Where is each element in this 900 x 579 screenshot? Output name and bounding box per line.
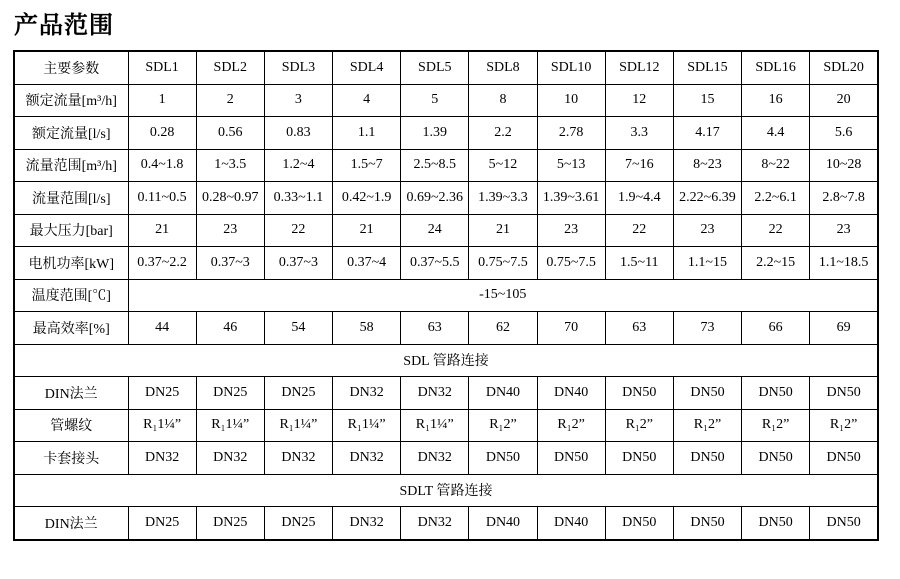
table-cell: 2.2~6.1	[742, 182, 810, 215]
table-cell: 0.33~1.1	[264, 182, 332, 215]
table-cell: DN25	[128, 507, 196, 540]
table-cell: DN50	[605, 442, 673, 475]
table-cell: DN32	[333, 442, 401, 475]
table-cell: DN50	[742, 442, 810, 475]
table-cell: R₁1¼”	[264, 409, 332, 442]
table-cell: 0.37~3	[196, 247, 264, 280]
table-row	[14, 279, 878, 312]
table-cell: 23	[196, 214, 264, 247]
table-cell: 0.28~0.97	[196, 182, 264, 215]
spanned-value-cell: -15~105	[128, 279, 878, 312]
model-column-header: SDL12	[605, 51, 673, 84]
table-cell: R₁2”	[742, 409, 810, 442]
row-label: 额定流量[m³/h]	[14, 84, 128, 117]
table-row	[14, 117, 878, 150]
table-cell: DN50	[469, 442, 537, 475]
table-cell: 21	[333, 214, 401, 247]
table-cell: 58	[333, 312, 401, 345]
row-label: 流量范围[m³/h]	[14, 149, 128, 182]
table-cell: DN50	[810, 442, 878, 475]
spec-table-head	[14, 51, 878, 84]
table-cell: DN32	[401, 507, 469, 540]
section-header: SDLT 管路连接	[14, 474, 878, 507]
table-cell: 46	[196, 312, 264, 345]
table-cell: DN32	[333, 377, 401, 410]
table-row	[14, 409, 878, 442]
table-cell: DN32	[333, 507, 401, 540]
model-column-header: SDL8	[469, 51, 537, 84]
table-cell: 3.3	[605, 117, 673, 150]
row-label: 温度范围[℃]	[14, 279, 128, 312]
table-cell: 54	[264, 312, 332, 345]
table-cell: 63	[401, 312, 469, 345]
table-cell: R₁2”	[537, 409, 605, 442]
table-cell: 5~13	[537, 149, 605, 182]
table-cell: R₁2”	[469, 409, 537, 442]
row-label: 管螺纹	[14, 409, 128, 442]
table-cell: R₁1¼”	[196, 409, 264, 442]
table-cell: 2.5~8.5	[401, 149, 469, 182]
table-cell: 1.1~18.5	[810, 247, 878, 280]
table-row	[14, 344, 878, 377]
table-cell: 0.42~1.9	[333, 182, 401, 215]
table-cell: 0.83	[264, 117, 332, 150]
table-cell: 1.1~15	[673, 247, 741, 280]
table-cell: DN40	[537, 507, 605, 540]
table-cell: 4	[333, 84, 401, 117]
table-cell: 8	[469, 84, 537, 117]
model-column-header: SDL2	[196, 51, 264, 84]
table-cell: 0.69~2.36	[401, 182, 469, 215]
table-cell: 1.39	[401, 117, 469, 150]
table-row	[14, 247, 878, 280]
table-cell: 22	[742, 214, 810, 247]
model-column-header: SDL3	[264, 51, 332, 84]
table-cell: R₁2”	[605, 409, 673, 442]
table-cell: 0.56	[196, 117, 264, 150]
row-label: 卡套接头	[14, 442, 128, 475]
table-cell: 15	[673, 84, 741, 117]
model-column-header: SDL20	[810, 51, 878, 84]
row-label: 额定流量[l/s]	[14, 117, 128, 150]
table-cell: DN40	[537, 377, 605, 410]
model-column-header: SDL4	[333, 51, 401, 84]
section-header: SDL 管路连接	[14, 344, 878, 377]
table-cell: 0.75~7.5	[469, 247, 537, 280]
table-cell: 69	[810, 312, 878, 345]
table-cell: 0.37~3	[264, 247, 332, 280]
table-cell: 23	[537, 214, 605, 247]
table-row	[14, 507, 878, 540]
table-cell: DN50	[810, 377, 878, 410]
table-cell: 0.37~4	[333, 247, 401, 280]
table-cell: 5	[401, 84, 469, 117]
row-label: 最高效率[%]	[14, 312, 128, 345]
table-cell: 4.4	[742, 117, 810, 150]
table-cell: 23	[673, 214, 741, 247]
table-row	[14, 377, 878, 410]
table-cell: 10~28	[810, 149, 878, 182]
table-cell: DN50	[673, 507, 741, 540]
table-cell: 1.2~4	[264, 149, 332, 182]
table-cell: 0.37~2.2	[128, 247, 196, 280]
table-row	[14, 312, 878, 345]
table-cell: 20	[810, 84, 878, 117]
table-cell: 1.1	[333, 117, 401, 150]
row-label: DIN法兰	[14, 507, 128, 540]
table-row	[14, 182, 878, 215]
table-cell: 24	[401, 214, 469, 247]
table-cell: 73	[673, 312, 741, 345]
table-cell: DN50	[673, 442, 741, 475]
table-cell: 3	[264, 84, 332, 117]
table-cell: 0.4~1.8	[128, 149, 196, 182]
table-cell: 4.17	[673, 117, 741, 150]
table-row	[14, 149, 878, 182]
table-cell: 1.9~4.4	[605, 182, 673, 215]
table-cell: 1~3.5	[196, 149, 264, 182]
table-cell: DN50	[742, 377, 810, 410]
table-cell: DN32	[196, 442, 264, 475]
table-cell: 8~23	[673, 149, 741, 182]
table-cell: 7~16	[605, 149, 673, 182]
table-cell: 22	[605, 214, 673, 247]
table-cell: DN25	[128, 377, 196, 410]
table-cell: R₁2”	[810, 409, 878, 442]
table-cell: DN50	[810, 507, 878, 540]
row-label: 最大压力[bar]	[14, 214, 128, 247]
table-cell: DN25	[196, 507, 264, 540]
param-column-header: 主要参数	[14, 51, 128, 84]
table-cell: 21	[128, 214, 196, 247]
table-cell: 1	[128, 84, 196, 117]
table-cell: 8~22	[742, 149, 810, 182]
table-row	[14, 214, 878, 247]
table-cell: DN32	[401, 377, 469, 410]
header-row	[14, 51, 878, 84]
table-cell: 2.2	[469, 117, 537, 150]
spec-table-body	[14, 84, 878, 540]
table-row	[14, 84, 878, 117]
table-cell: 2.78	[537, 117, 605, 150]
table-cell: 21	[469, 214, 537, 247]
table-cell: 2.2~15	[742, 247, 810, 280]
table-cell: 10	[537, 84, 605, 117]
table-cell: 5.6	[810, 117, 878, 150]
table-cell: 0.28	[128, 117, 196, 150]
table-cell: 2.8~7.8	[810, 182, 878, 215]
table-cell: 44	[128, 312, 196, 345]
table-row	[14, 442, 878, 475]
table-cell: DN25	[264, 377, 332, 410]
table-cell: 12	[605, 84, 673, 117]
table-cell: 1.39~3.61	[537, 182, 605, 215]
table-cell: 0.37~5.5	[401, 247, 469, 280]
table-cell: 62	[469, 312, 537, 345]
model-column-header: SDL16	[742, 51, 810, 84]
table-cell: 16	[742, 84, 810, 117]
table-cell: DN40	[469, 507, 537, 540]
table-cell: R₁1¼”	[128, 409, 196, 442]
table-cell: DN32	[401, 442, 469, 475]
table-cell: DN50	[605, 377, 673, 410]
table-cell: R₁1¼”	[333, 409, 401, 442]
table-cell: 1.39~3.3	[469, 182, 537, 215]
table-cell: DN25	[264, 507, 332, 540]
table-cell: 66	[742, 312, 810, 345]
table-cell: 1.5~7	[333, 149, 401, 182]
row-label: DIN法兰	[14, 377, 128, 410]
table-cell: 0.75~7.5	[537, 247, 605, 280]
model-column-header: SDL1	[128, 51, 196, 84]
table-cell: 5~12	[469, 149, 537, 182]
table-cell: DN50	[537, 442, 605, 475]
table-row	[14, 474, 878, 507]
table-cell: 22	[264, 214, 332, 247]
table-cell: R₁1¼”	[401, 409, 469, 442]
table-cell: DN32	[128, 442, 196, 475]
table-cell: 2.22~6.39	[673, 182, 741, 215]
table-cell: 70	[537, 312, 605, 345]
table-cell: 0.11~0.5	[128, 182, 196, 215]
table-cell: R₁2”	[673, 409, 741, 442]
spec-table	[13, 50, 879, 541]
table-cell: DN50	[673, 377, 741, 410]
table-cell: DN25	[196, 377, 264, 410]
table-cell: 1.5~11	[605, 247, 673, 280]
table-cell: DN32	[264, 442, 332, 475]
table-cell: 2	[196, 84, 264, 117]
row-label: 电机功率[kW]	[14, 247, 128, 280]
table-cell: 63	[605, 312, 673, 345]
row-label: 流量范围[l/s]	[14, 182, 128, 215]
table-cell: DN50	[605, 507, 673, 540]
page-title: 产品范围	[14, 12, 114, 39]
table-cell: DN50	[742, 507, 810, 540]
model-column-header: SDL10	[537, 51, 605, 84]
model-column-header: SDL5	[401, 51, 469, 84]
table-cell: 23	[810, 214, 878, 247]
table-cell: DN40	[469, 377, 537, 410]
model-column-header: SDL15	[673, 51, 741, 84]
